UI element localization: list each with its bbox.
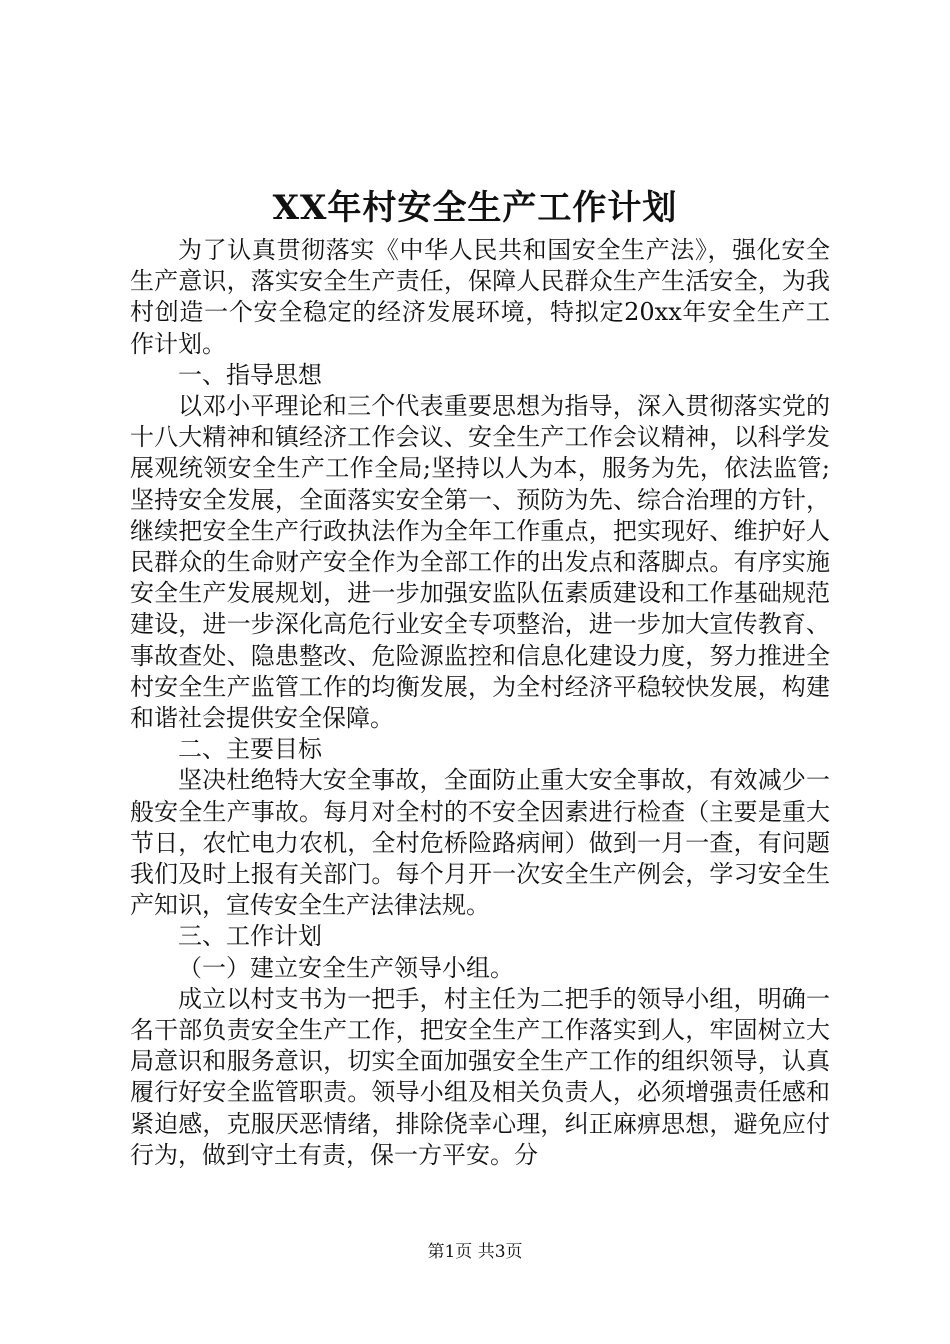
- document-body: [130, 235, 830, 1171]
- guiding-ideology-paragraph: 以邓小平理论和三个代表重要思想为指导，深入贯彻落实党的十八大精神和镇经济工作会议、安全生产工作会议精神，以科学发展观统领安全生产工作全局;坚持以人为本，服务为先，依法监管;坚持安全发展，全面落实安全第一、预防为先、综合治理的方针，继续把安全生产行政执法作为全年工作重点，把实现好、维护好人民群众的生命财产安全作为全部工作的出发点和落脚点。有序实施安全生产发展规划，进一步加强安监队伍素质建设和工作基础规范建设，进一步深化高危行业安全专项整治，进一步加大宣传教育、事故查处、隐患整改、危险源监控和信息化建设力度，努力推进全村安全生产监管工作的均衡发展，为全村经济平稳较快发展，构建和谐社会提供安全保障。: [130, 392, 830, 733]
- section-heading-work-plan: 三、工作计划: [178, 922, 322, 951]
- page-footer: 第1页 共3页: [427, 1242, 523, 1262]
- leadership-group-paragraph: 成立以村支书为一把手，村主任为二把手的领导小组，明确一名干部负责安全生产工作，把安全生产工作落实到人，牢固树立大局意识和服务意识，切实全面加强安全生产工作的组织领导，认真履行好安全监管职责。领导小组及相关负责人，必须增强责任感和紧迫感，克服厌恶情绪，排除侥幸心理，纠正麻痹思想，避免应付行为，做到守土有责，保一方平安。分: [130, 984, 830, 1169]
- main-goals-paragraph: 坚决杜绝特大安全事故，全面防止重大安全事故，有效减少一般安全生产事故。每月对全村的不安全因素进行检查（主要是重大节日，农忙电力农机，全村危桥险路病闸）做到一月一查，有问题我们及时上报有关部门。每个月开一次安全生产例会，学习安全生产知识，宣传安全生产法律法规。: [130, 766, 830, 920]
- section-heading-main-goals: 二、主要目标: [178, 735, 322, 764]
- intro-paragraph: 为了认真贯彻落实《中华人民共和国安全生产法》，强化安全生产意识，落实安全生产责任，保障人民群众生产生活安全，为我村创造一个安全稳定的经济发展环境，特拟定20xx年安全生产工作计划。: [130, 236, 830, 358]
- subsection-heading-leadership-group: （一）建立安全生产领导小组。: [178, 953, 514, 982]
- section-heading-guiding-ideology: 一、指导思想: [178, 360, 322, 389]
- document-title: XX年村安全生产工作计划: [272, 188, 678, 228]
